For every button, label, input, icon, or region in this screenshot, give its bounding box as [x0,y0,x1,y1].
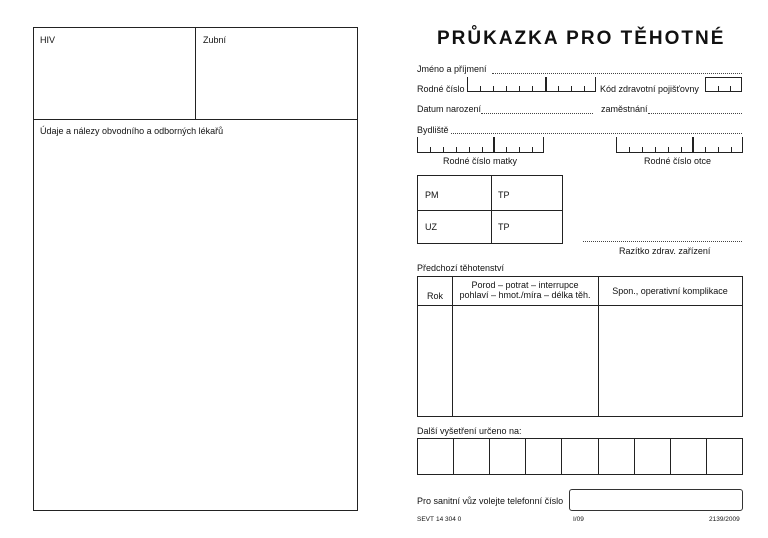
col-rok: Rok [426,291,443,301]
col-spon: Spon., operativní komplikace [612,286,728,296]
rc-matky-field[interactable] [417,137,544,153]
datum-narozeni-label: Datum narození [417,104,482,114]
bydliste-field[interactable] [451,133,742,134]
udaje-box [33,119,358,511]
datum-narozeni-field[interactable] [481,113,593,114]
pm-label: PM [425,190,439,200]
razitko-field[interactable] [583,241,742,242]
hiv-label: HIV [40,35,56,45]
rc-otce-label: Rodné číslo otce [644,156,712,166]
bydliste-label: Bydliště [417,125,449,135]
rodne-cislo-field[interactable] [467,77,596,92]
tp2-label: TP [498,222,510,232]
footer-right: 2139/2009 [709,516,740,523]
hiv-box [33,27,196,120]
uz-label: UZ [425,222,437,232]
zubni-box [195,27,358,120]
razitko-label: Razítko zdrav. zařízení [619,246,711,256]
tp1-label: TP [498,190,510,200]
col-porod-line2: pohlaví – hmot./míra – délka těh. [459,290,591,300]
footer-code: 14 304 0 [436,516,462,523]
jmeno-label: Jméno a příjmení [417,64,487,74]
zubni-label: Zubní [203,35,227,45]
sanitni-label: Pro sanitní vůz volejte telefonní číslo [417,496,564,506]
udaje-label: Údaje a nálezy obvodního a odborných lékařů [40,126,224,136]
col-porod-line1: Porod – potrat – interrupce [471,280,579,290]
dalsi-label: Další vyšetření určeno na: [417,426,522,436]
kod-pojistovny-field[interactable] [705,77,742,92]
dalsi-grid[interactable] [417,438,743,475]
rodne-cislo-label: Rodné číslo [417,84,465,94]
zamestnani-field[interactable] [648,113,742,114]
footer-mid: I/09 [573,516,584,523]
kod-pojistovny-label: Kód zdravotní pojišťovny [600,84,699,94]
predchozi-table [417,276,743,417]
zamestnani-label: zaměstnání [601,104,648,114]
footer-sevt: SEVT [417,516,434,523]
phone-field[interactable] [569,489,743,511]
page-title: PRŮKAZKA PRO TĚHOTNÉ [437,28,726,49]
rc-matky-label: Rodné číslo matky [443,156,518,166]
predchozi-label: Předchozí těhotenství [417,263,505,273]
rc-otce-field[interactable] [616,137,743,153]
jmeno-field[interactable] [492,73,742,74]
pm-uz-table [417,175,563,244]
